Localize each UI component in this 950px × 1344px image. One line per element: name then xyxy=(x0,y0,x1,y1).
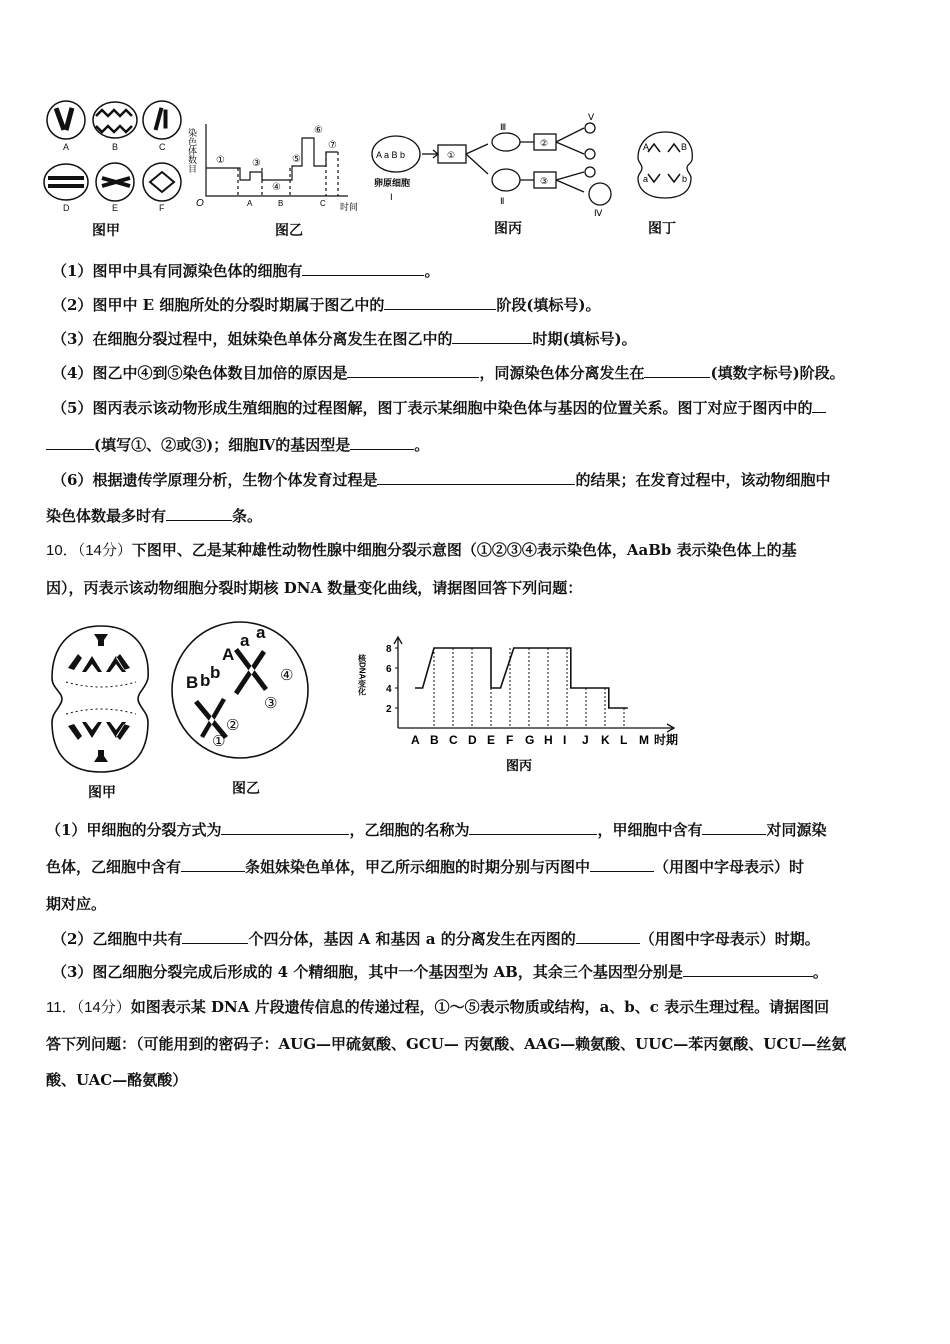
gene-label: b xyxy=(210,663,221,682)
answer-blank[interactable] xyxy=(221,820,349,835)
q9-item-mid: ，同源染色体分离发生在 xyxy=(479,364,645,382)
figure-jia-caption: 图甲 xyxy=(92,223,120,239)
chart-ylabel: 核DNA变化 xyxy=(357,654,367,696)
x-category-label: M xyxy=(639,733,649,747)
q10-figure-jia-caption: 图甲 xyxy=(88,785,116,801)
cell-label: E xyxy=(112,203,119,213)
process-mark: ② xyxy=(540,138,549,148)
q9-item-after: 阶段(填标号)。 xyxy=(496,296,601,314)
phase-label: A xyxy=(247,199,253,208)
figure-ding-cell xyxy=(634,128,696,200)
q10-figure-yi xyxy=(168,618,313,763)
q9-item-label: （6） xyxy=(52,471,93,489)
q11-line3: 酸、UAC—酪氨酸） xyxy=(46,1071,188,1089)
q9-item-label: （5） xyxy=(52,399,93,417)
origin-mark: Ⅰ xyxy=(390,192,393,202)
answer-blank[interactable] xyxy=(182,929,248,944)
q10-text: 条姐妹染色单体，甲乙所示细胞的时期分别与丙图中 xyxy=(245,858,591,876)
figure-yi-chromosome-graph xyxy=(187,118,370,218)
x-category-label: G xyxy=(525,733,535,747)
question-score: （14分） xyxy=(77,542,132,559)
dna-change-chart xyxy=(358,630,693,775)
answer-blank[interactable] xyxy=(350,435,414,450)
q10-stem-line2: 因），丙表示该动物细胞分裂时期核 DNA 数量变化曲线，请据图回答下列问题： xyxy=(46,579,583,597)
cell-mark: Ⅳ xyxy=(594,208,603,218)
chromosome-mark: ① xyxy=(212,733,226,750)
chromosome-mark: ② xyxy=(226,717,240,734)
gene-label: A xyxy=(222,645,235,664)
q9-item-3 xyxy=(52,329,637,349)
gene-label: a xyxy=(240,631,250,650)
answer-blank[interactable] xyxy=(384,295,496,310)
q10-item-2 xyxy=(52,929,820,949)
q9-item-5-cont xyxy=(46,435,429,455)
q11-stem-cont xyxy=(46,1034,846,1054)
phase-label: B xyxy=(278,199,284,208)
q10-figure-jia xyxy=(46,622,156,777)
q10-figure-yi-caption: 图乙 xyxy=(232,781,260,797)
cell-mark: Ⅲ xyxy=(500,122,507,132)
q10-text: ，乙细胞的名称为 xyxy=(349,821,470,839)
q9-item-text: 图丙表示该动物形成生殖细胞的过程图解，图丁表示某细胞中染色体与基因的位置关系。图丁对应于图丙中的 xyxy=(92,399,813,417)
answer-blank[interactable] xyxy=(377,470,575,485)
q9-item-6-cont xyxy=(46,506,262,526)
stage-marker: ⑥ xyxy=(314,125,323,136)
yi-origin: O xyxy=(196,198,204,209)
process-mark: ③ xyxy=(540,176,549,186)
q10-text: 对同源染 xyxy=(766,821,827,839)
cell-mark: Ⅱ xyxy=(500,196,505,206)
answer-blank[interactable] xyxy=(576,929,640,944)
q11-line2: 答下列问题：（可能用到的密码子：AUG—甲硫氨酸、GCU— 丙氨酸、AAG—赖氨酸、UUC—苯丙氨酸、UCU—丝氨 xyxy=(46,1035,847,1053)
x-category-label: F xyxy=(506,733,514,747)
y-tick-label: 2 xyxy=(386,704,392,715)
answer-blank[interactable] xyxy=(812,398,826,413)
q10-text: （用图中字母表示）时 xyxy=(654,858,805,876)
x-category-label: J xyxy=(582,733,589,747)
x-category-label: L xyxy=(620,733,628,747)
cell-label: F xyxy=(159,203,165,213)
q10-text: 。 xyxy=(812,963,828,981)
gene-label: B xyxy=(186,673,199,692)
q10-text: ，甲细胞中含有 xyxy=(597,821,703,839)
x-category-label: E xyxy=(487,733,496,747)
answer-blank[interactable] xyxy=(702,820,766,835)
answer-blank[interactable] xyxy=(347,363,479,378)
q10-text: 色体，乙细胞中含有 xyxy=(46,858,182,876)
dna-series-line xyxy=(415,648,628,708)
q10-stem-line1: 下图甲、乙是某种雄性动物性腺中细胞分裂示意图（①②③④表示染色体，AaBb 表示染色体上的基 xyxy=(131,541,797,559)
q10-text: （2）乙细胞中共有 xyxy=(52,930,183,948)
q10-item-3 xyxy=(52,962,828,982)
q10-text: （3）图乙细胞分裂完成后形成的 4 个精细胞，其中一个基因型为 AB，其余三个基因型分别是 xyxy=(52,963,683,981)
gene-label: a xyxy=(643,174,649,184)
cell-genes: A a B b xyxy=(376,150,406,160)
q9-item-text: 根据遗传学原理分析，生物个体发育过程是 xyxy=(92,471,378,489)
answer-blank[interactable] xyxy=(469,820,597,835)
q9-item-2 xyxy=(52,295,601,315)
answer-blank[interactable] xyxy=(181,857,245,872)
answer-blank[interactable] xyxy=(452,329,532,344)
gene-label: b xyxy=(682,174,688,184)
answer-blank[interactable] xyxy=(46,435,94,450)
q9-item-5 xyxy=(52,398,826,418)
q9-item-text: 图甲中 E 细胞所处的分裂时期属于图乙中的 xyxy=(92,296,385,314)
y-tick-label: 6 xyxy=(386,664,392,675)
q10-item-1-end xyxy=(46,894,106,914)
cell-a xyxy=(47,101,85,139)
chart-title: 图丙 xyxy=(506,758,533,773)
stage-marker: ③ xyxy=(252,158,261,169)
yi-xlabel: 时间 xyxy=(340,202,359,212)
y-tick-label: 4 xyxy=(386,684,392,695)
q10-stem-cont xyxy=(46,578,582,598)
phase-label: C xyxy=(320,199,326,208)
process-mark: ① xyxy=(447,150,456,160)
cell-c xyxy=(143,101,181,139)
q9-item-text: (填写①、②或③)；细胞Ⅳ的基因型是 xyxy=(94,436,351,454)
figure-yi-caption: 图乙 xyxy=(275,223,303,239)
chromosome-mark: ③ xyxy=(264,695,278,712)
figure-bing-caption: 图丙 xyxy=(494,221,522,237)
chart-xlabel: 时期 xyxy=(654,733,679,747)
q10-text: （用图中字母表示）时期。 xyxy=(639,930,820,948)
cell-label: B xyxy=(112,142,119,152)
origin-label: 卵原细胞 xyxy=(374,178,411,188)
gene-label: a xyxy=(256,623,266,642)
figure-bing-process xyxy=(368,112,623,222)
x-category-label: K xyxy=(601,733,610,747)
q11-stem-end xyxy=(46,1070,187,1090)
q9-item-text: 染色体数最多时有 xyxy=(46,507,167,525)
question-number: 11． xyxy=(46,999,77,1016)
stage-marker: ⑦ xyxy=(328,140,337,151)
cell-label: C xyxy=(159,142,166,152)
q9-item-label: （1） xyxy=(52,262,93,280)
q9-item-after: 。 xyxy=(414,436,430,454)
q9-item-label: （3） xyxy=(52,330,93,348)
yi-ylabel: 染色体数目 xyxy=(187,128,197,173)
answer-blank[interactable] xyxy=(166,506,232,521)
q9-item-after: 的结果；在发育过程中，该动物细胞中 xyxy=(575,471,831,489)
chromosome-mark: ④ xyxy=(280,667,294,684)
question-number: 10． xyxy=(46,542,78,559)
answer-blank[interactable] xyxy=(302,261,424,276)
x-category-label: H xyxy=(544,733,553,747)
x-category-label: D xyxy=(468,733,477,747)
cell-d xyxy=(44,164,88,200)
cell-label: A xyxy=(63,142,70,152)
answer-blank[interactable] xyxy=(644,363,710,378)
q10-item-1 xyxy=(46,820,827,840)
q9-item-label: （4） xyxy=(52,364,93,382)
gene-label: b xyxy=(200,671,211,690)
x-category-label: I xyxy=(563,733,567,747)
q9-item-label: （2） xyxy=(52,296,93,314)
stage-marker: ⑤ xyxy=(292,154,301,165)
answer-blank[interactable] xyxy=(590,857,654,872)
q10-stem xyxy=(46,540,797,561)
q9-item-after: 。 xyxy=(424,262,440,280)
figure-ding-caption: 图丁 xyxy=(648,221,676,237)
q9-item-text: 图甲中具有同源染色体的细胞有 xyxy=(92,262,303,280)
gene-label: A xyxy=(643,142,650,152)
cell-mark: Ⅴ xyxy=(588,112,595,122)
x-category-label: B xyxy=(430,733,439,747)
q9-item-6 xyxy=(52,470,830,490)
gene-label: B xyxy=(681,142,688,152)
question-score: （14分） xyxy=(76,999,131,1016)
x-category-label: A xyxy=(411,733,420,747)
answer-blank[interactable] xyxy=(683,962,813,977)
q9-item-after: (填数字标号)阶段。 xyxy=(710,364,845,382)
q10-text: （1）甲细胞的分裂方式为 xyxy=(46,821,222,839)
stage-marker: ④ xyxy=(272,182,281,193)
q9-item-text: 在细胞分裂过程中，姐妹染色单体分离发生在图乙中的 xyxy=(92,330,453,348)
q10-item-1-cont xyxy=(46,857,804,877)
q10-text: 个四分体，基因 A 和基因 a 的分离发生在丙图的 xyxy=(248,930,576,948)
cell-label: D xyxy=(63,203,70,213)
x-category-label: C xyxy=(449,733,458,747)
q10-text: 期对应。 xyxy=(46,895,107,913)
q9-item-after: 条。 xyxy=(232,507,263,525)
q9-item-text: 图乙中④到⑤染色体数目加倍的原因是 xyxy=(92,364,348,382)
q9-item-after: 时期(填标号)。 xyxy=(532,330,637,348)
q9-item-4 xyxy=(52,363,845,383)
q9-item-1 xyxy=(52,261,439,281)
stage-marker: ① xyxy=(216,155,225,166)
q11-line1: 如图表示某 DNA 片段遗传信息的传递过程，①～⑤表示物质或结构，a、b、c 表示生理过程。请据图回 xyxy=(130,998,830,1016)
q11-stem xyxy=(46,997,829,1018)
figure-jia-cells xyxy=(44,100,189,225)
y-tick-label: 8 xyxy=(386,644,392,655)
